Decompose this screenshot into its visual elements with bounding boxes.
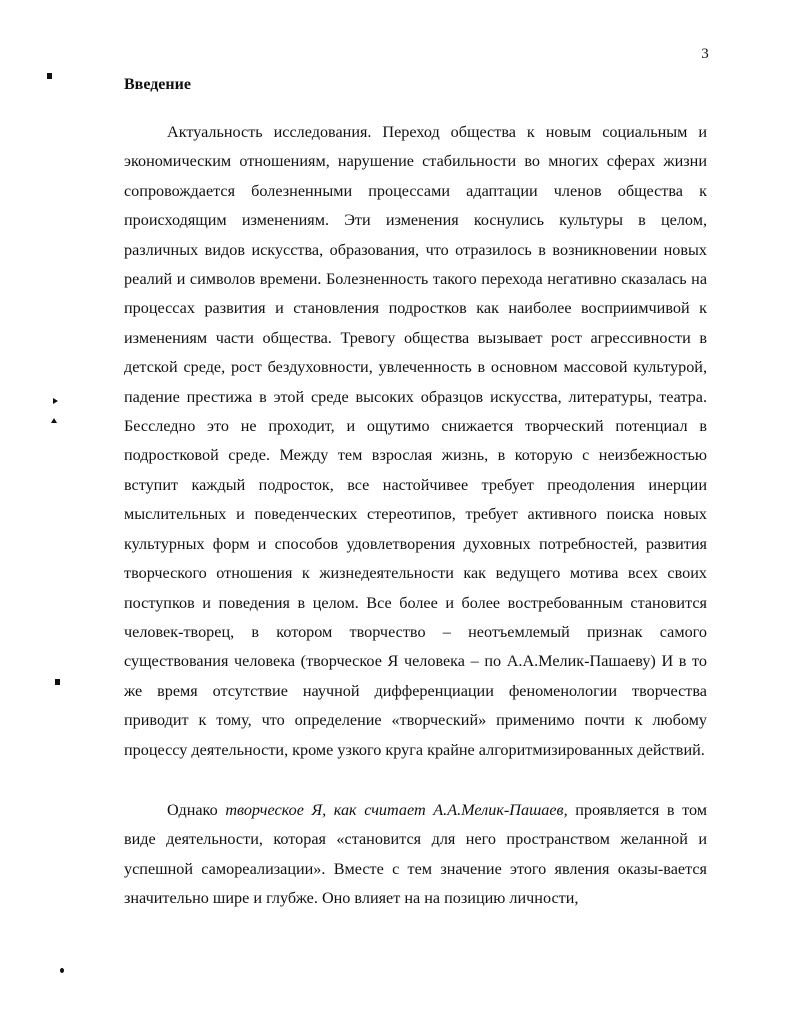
margin-mark xyxy=(51,418,57,423)
margin-mark xyxy=(60,968,64,973)
italic-quote-author: творческое Я, как считает А.А.Мелик-Пашаев, xyxy=(225,801,568,819)
paragraph-actuality: Актуальность исследования. Переход общества к новым социальным и экономическим отношениям, нарушение стабильности во многих сферах жизни сопровождается болезненными процессами адаптации членов общества к происходящим изменениям. Эти изменения коснулись культуры в целом, различных видов искусства, образования, что отразилось в возникновении новых реалий и символов времени. Болезненность такого перехода негативно сказалась на процессах развития и становления подростков как наиболее восприимчивой к изменениям части общества. Тревогу общества вызывает рост агрессивности в детской среде, рост бездуховности, увлеченность в основном массовой культурой, падение престижа в этой среде высоких образцов искусства, литературы, театра. Бесследно это не проходит, и ощутимо снижается творческий потенциал в подростковой среде. Между тем взрослая жизнь, в которую с неизбежностью вступит каждый подросток, все настойчивее требует преодоления инерции мыслительных и поведенческих стереотипов, требует активного поиска новых культурных форм и способов удовлетворения духовных потребностей, развития творческого отношения к жизнедеятельности как ведущего мотива всех своих поступков и поведения в целом. Все более и более востребованным становится человек-творец, в котором творчество – неотъемлемый признак самого существования человека (творческое Я человека – по А.А.Мелик-Пашаеву) И в то же время отсутствие научной дифференциации феноменологии творчества приводит к тому, что определение «творческий» применимо почти к любому процессу деятельности, кроме узкого круга крайне алгоритмизированных действий. xyxy=(124,123,707,759)
margin-mark xyxy=(53,398,58,404)
margin-mark xyxy=(55,679,60,685)
paragraph-creative-self xyxy=(124,796,707,914)
section-heading: Введение xyxy=(124,76,191,93)
paragraph-continuation: проявляется в том виде деятельности, которая «становится для него пространством желанной и успешной самореализации». Вместе с тем значение этого явления оказы-вается значительно шире и глубже. Оно влияет на на позицию личности, xyxy=(124,801,708,908)
page-number: 3 xyxy=(701,46,709,62)
paragraph-lead: Однако xyxy=(167,801,226,819)
margin-mark xyxy=(47,73,52,79)
